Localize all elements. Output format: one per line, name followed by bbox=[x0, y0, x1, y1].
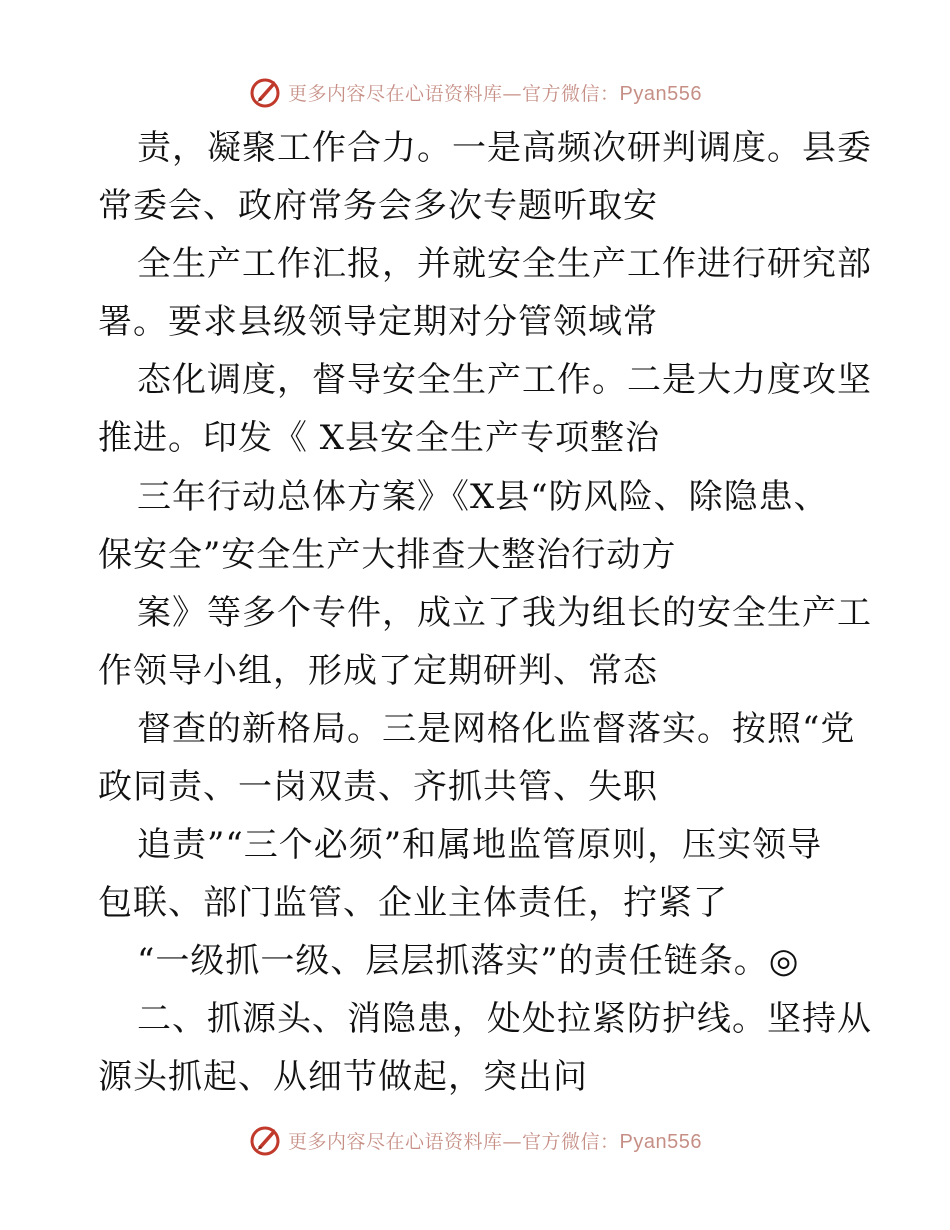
quill-logo-icon bbox=[248, 1123, 282, 1157]
watermark-wechat-id: Pyan556 bbox=[619, 82, 702, 105]
watermark-text bbox=[288, 1127, 702, 1154]
text-line: 推进。印发《 X县安全生产专项整治 bbox=[98, 418, 661, 458]
footer-watermark bbox=[0, 1120, 950, 1160]
text-line: 督查的新格局。三是网格化监督落实。按照“党 bbox=[137, 709, 856, 749]
text-line: 署。要求县级领导定期对分管领域常 bbox=[98, 302, 658, 342]
text-line: 责，凝聚工作合力。一是高频次研判调度。县委 bbox=[137, 128, 872, 168]
text-line: 二、抓源头、消隐患，处处拉紧防护线。坚持从 bbox=[137, 999, 872, 1039]
text-line: 追责”“三个必须”和属地监管原则，压实领导 bbox=[137, 825, 823, 865]
watermark-wechat-id: Pyan556 bbox=[619, 1130, 702, 1153]
text-line: 常委会、政府常务会多次专题听取安 bbox=[98, 186, 658, 226]
text-line: 包联、部门监管、企业主体责任，拧紧了 bbox=[98, 883, 728, 923]
text-line: 全生产工作汇报，并就安全生产工作进行研究部 bbox=[137, 244, 872, 284]
text-line: 政同责、一岗双责、齐抓共管、失职 bbox=[98, 767, 658, 807]
watermark-label: 更多内容尽在心语资料库—官方微信： bbox=[288, 1130, 620, 1153]
text-line: 保安全”安全生产大排查大整治行动方 bbox=[98, 535, 677, 575]
text-line: 三年行动总体方案》《X县“防风险、除隐患、 bbox=[137, 477, 829, 517]
text-line: 源头抓起、从细节做起，突出问 bbox=[98, 1057, 588, 1097]
text-line: 态化调度，督导安全生产工作。二是大力度攻坚 bbox=[137, 360, 872, 400]
text-line: “一级抓一级、层层抓落实”的责任链条。◎ bbox=[137, 941, 800, 981]
watermark-label: 更多内容尽在心语资料库—官方微信： bbox=[288, 82, 620, 105]
text-line: 案》等多个专件，成立了我为组长的安全生产工 bbox=[137, 593, 872, 633]
text-line: 作领导小组，形成了定期研判、常态 bbox=[98, 651, 658, 691]
